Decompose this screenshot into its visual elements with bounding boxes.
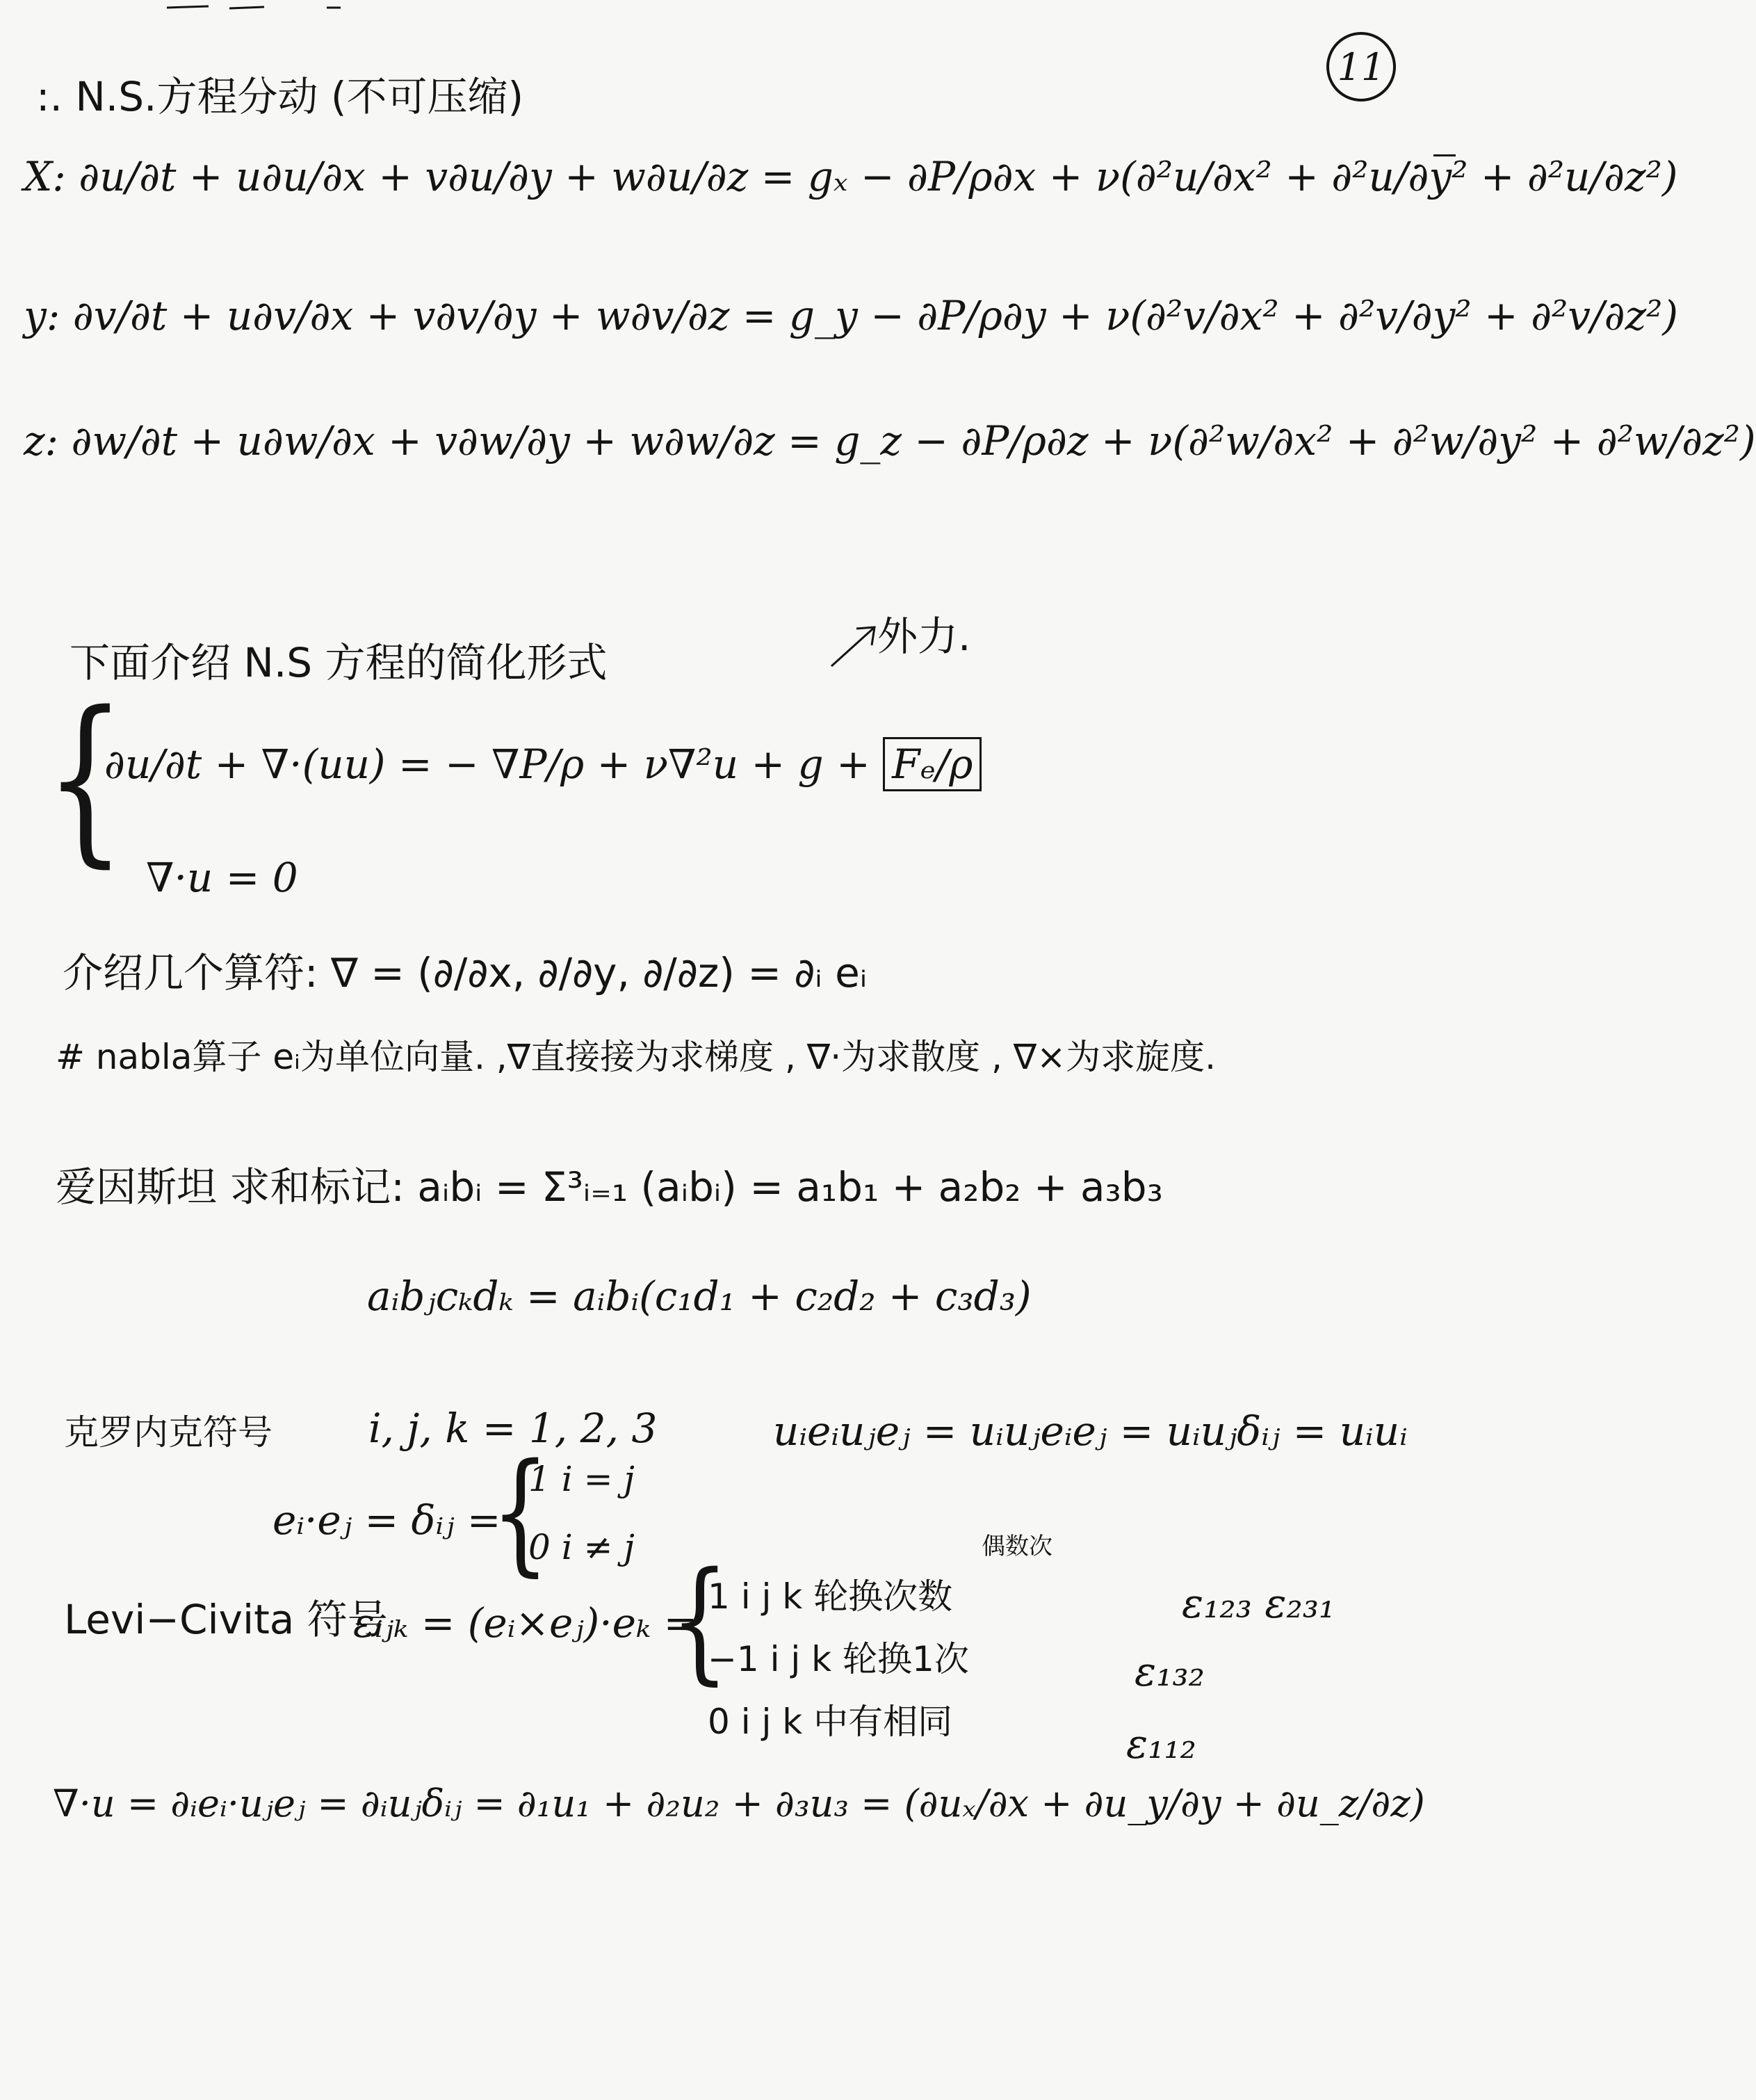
operators-line: 介绍几个算符: ∇ = (∂/∂x, ∂/∂y, ∂/∂z) = ∂ᵢ eᵢ [63, 949, 868, 996]
kronecker-case-equal: 1 i = j [528, 1459, 635, 1499]
kronecker-brace: { [491, 1435, 550, 1589]
eq-z-viscous: + ν(∂²w/∂x² + ∂²w/∂y² + ∂²w/∂z²) [1101, 417, 1756, 465]
simplified-intro: 下面介绍 N.S 方程的简化形式 [70, 639, 608, 686]
kronecker-definition: eᵢ·eⱼ = δᵢⱼ = [273, 1496, 501, 1544]
eq-x-label: X: [24, 153, 66, 200]
levi-case-repeat: 0 i j k 中有相同 [708, 1702, 953, 1742]
einstein-example-line: aᵢbⱼcₖdₖ = aᵢbᵢ(c₁d₁ + c₂d₂ + c₃d₃) [367, 1273, 1032, 1320]
eq-z-lhs: ∂w/∂t + u∂w/∂x + v∂w/∂y + w∂w/∂z = g_z − [71, 417, 948, 465]
levi-case-even: 1 i j k 轮换次数 [708, 1576, 953, 1617]
kronecker-case-unequal: 0 i ≠ j [528, 1527, 635, 1567]
eq-z-label: z: [24, 417, 59, 465]
levi-civita-definition: εᵢⱼₖ = (eᵢ×eⱼ)·eₖ = [353, 1599, 698, 1647]
external-force-term: Fₑ/ρ [883, 737, 982, 791]
nabla-description: # nabla算子 eᵢ为单位向量. ,∇直接接为求梯度 , ∇·为求散度 , ∇×为求旋度. [56, 1037, 1217, 1077]
eq-y-viscous: + ν(∂²v/∂x² + ∂²v/∂y² + ∂²v/∂z²) [1059, 292, 1679, 339]
ns-equation-x [24, 153, 1677, 200]
eq-y-label: y: [24, 292, 60, 339]
kronecker-identity: uᵢeᵢuⱼeⱼ = uᵢuⱼeᵢeⱼ = uᵢuⱼδᵢⱼ = uᵢuᵢ [773, 1407, 1408, 1455]
eq-z-pressure: ∂P/ρ∂z [961, 417, 1089, 465]
ns-equation-y [24, 292, 1678, 339]
eq-x-viscous: + ν(∂²u/∂x² + ∂²u/∂y² + ∂²u/∂z²) [1048, 153, 1678, 200]
page-number [1326, 32, 1396, 102]
arrow-icon [829, 620, 884, 669]
momentum-vector-eq [104, 737, 982, 791]
levi-example-odd: ε₁₃₂ [1135, 1648, 1205, 1695]
ns-equation-z [24, 417, 1756, 465]
eq-x-pressure: ∂P/ρ∂x [907, 153, 1036, 200]
levi-civita-title: Levi−Civita 符号 [64, 1596, 388, 1643]
top-edge-scribble [167, 0, 361, 7]
page-number-text: 11 [1337, 45, 1385, 89]
levi-example-repeat: ε₁₁₂ [1126, 1720, 1196, 1768]
levi-civita-note: 偶数次 [982, 1533, 1052, 1560]
eq-y-lhs: ∂v/∂t + u∂v/∂x + v∂v/∂y + w∂v/∂z = g_y − [72, 292, 904, 339]
momentum-eq-text: ∂u/∂t + ∇·(uu) = − ∇P/ρ + ν∇²u + g + [104, 741, 870, 788]
levi-civita-brace: { [670, 1544, 729, 1697]
external-force-note: 外力. [877, 613, 971, 660]
eq-x-lhs: ∂u/∂t + u∂u/∂x + v∂u/∂y + w∂u/∂z = gₓ − [79, 153, 895, 200]
kronecker-title: 克罗内克符号 [64, 1412, 273, 1453]
levi-example-even: ε₁₂₃ ε₂₃₁ [1182, 1580, 1335, 1627]
scribble-icon [167, 3, 361, 10]
einstein-summation-line: 爱因斯坦 求和标记: aᵢbᵢ = Σ³ᵢ₌₁ (aᵢbᵢ) = a₁b₁ + a₂b₂ + a₃b₃ [56, 1163, 1163, 1211]
continuity-eq: ∇·u = 0 [146, 854, 298, 901]
divergence-line: ∇·u = ∂ᵢeᵢ·uⱼeⱼ = ∂ᵢuⱼδᵢⱼ = ∂₁u₁ + ∂₂u₂ + ∂₃u₃ = (∂uₓ/∂x + ∂u_y/∂y + ∂u_z/∂z) [53, 1782, 1425, 1825]
eq-y-pressure: ∂P/ρ∂y [917, 292, 1046, 339]
levi-case-odd: −1 i j k 轮换1次 [708, 1639, 969, 1679]
kronecker-indices: i, j, k = 1, 2, 3 [368, 1405, 658, 1452]
system-brace: { [44, 674, 126, 884]
ns-heading: :. N.S.方程分动 (不可压缩) [36, 73, 524, 120]
